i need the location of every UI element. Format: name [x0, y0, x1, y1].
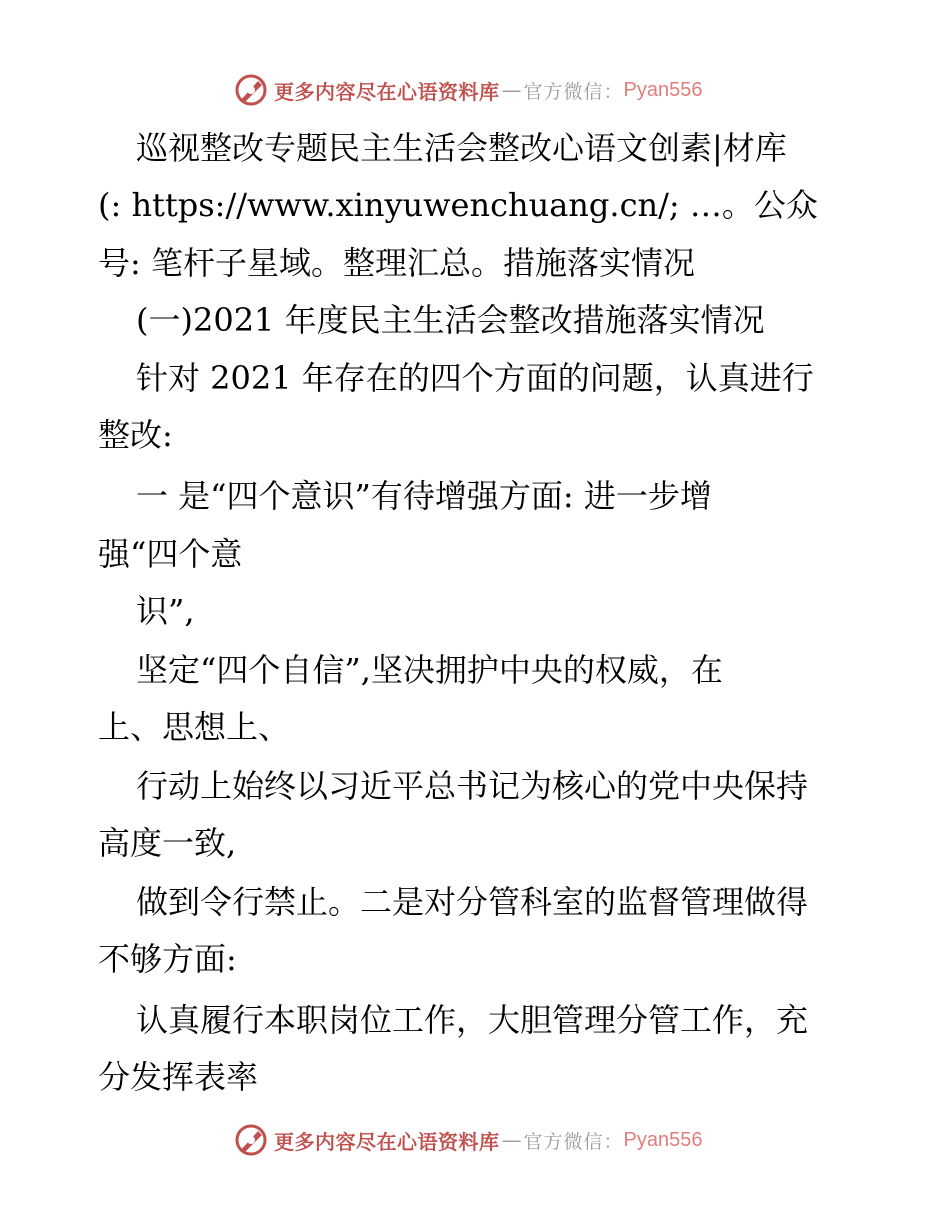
watermark-text: 更多内容尽在心语资料库	[274, 79, 500, 104]
body-line: 针对 2021 年存在的四个方面的问题，认真进行	[136, 359, 814, 397]
watermark-dash: —	[501, 1128, 522, 1152]
watermark-banner-bottom	[234, 1122, 702, 1158]
body-line: 一 是“四个意识”有待增强方面: 进一步增	[136, 477, 712, 515]
body-line: 巡视整改专题民主生活会整改心语文创素|材库	[136, 129, 787, 167]
body-line: 不够方面:	[98, 940, 237, 978]
wechat-id: Pyan556	[623, 1128, 703, 1151]
pen-circle-logo-icon	[234, 73, 268, 107]
body-line: 坚定“四个自信”,坚决拥护中央的权威，在	[136, 651, 723, 689]
body-line: 号: 笔杆子星域。整理汇总。措施落实情况	[98, 244, 695, 282]
body-line: 识”,	[136, 592, 195, 630]
wechat-label: 官方微信：	[523, 1130, 624, 1153]
watermark-dash: —	[501, 78, 522, 102]
body-line: 做到令行禁止。二是对分管科室的监督管理做得	[136, 883, 809, 921]
body-line: 整改:	[98, 416, 173, 454]
watermark-banner-top	[234, 72, 702, 108]
body-line: (一)2021 年度民主生活会整改措施落实情况	[136, 301, 765, 339]
body-line: 认真履行本职岗位工作，大胆管理分管工作，充	[136, 1001, 809, 1039]
body-line: 分发挥表率	[98, 1058, 259, 1096]
body-line: 强“四个意	[98, 535, 243, 573]
body-line: 上、思想上、	[98, 708, 291, 746]
body-line: 高度一致,	[98, 824, 237, 862]
pen-circle-logo-icon	[234, 1123, 268, 1157]
watermark-text: 更多内容尽在心语资料库	[274, 1129, 500, 1154]
body-line: 行动上始终以习近平总书记为核心的党中央保持	[136, 767, 809, 805]
body-line: (: https://www.xinyuwenchuang.cn/; …。公众	[98, 186, 818, 224]
wechat-id: Pyan556	[623, 78, 703, 101]
wechat-label: 官方微信：	[523, 80, 624, 103]
